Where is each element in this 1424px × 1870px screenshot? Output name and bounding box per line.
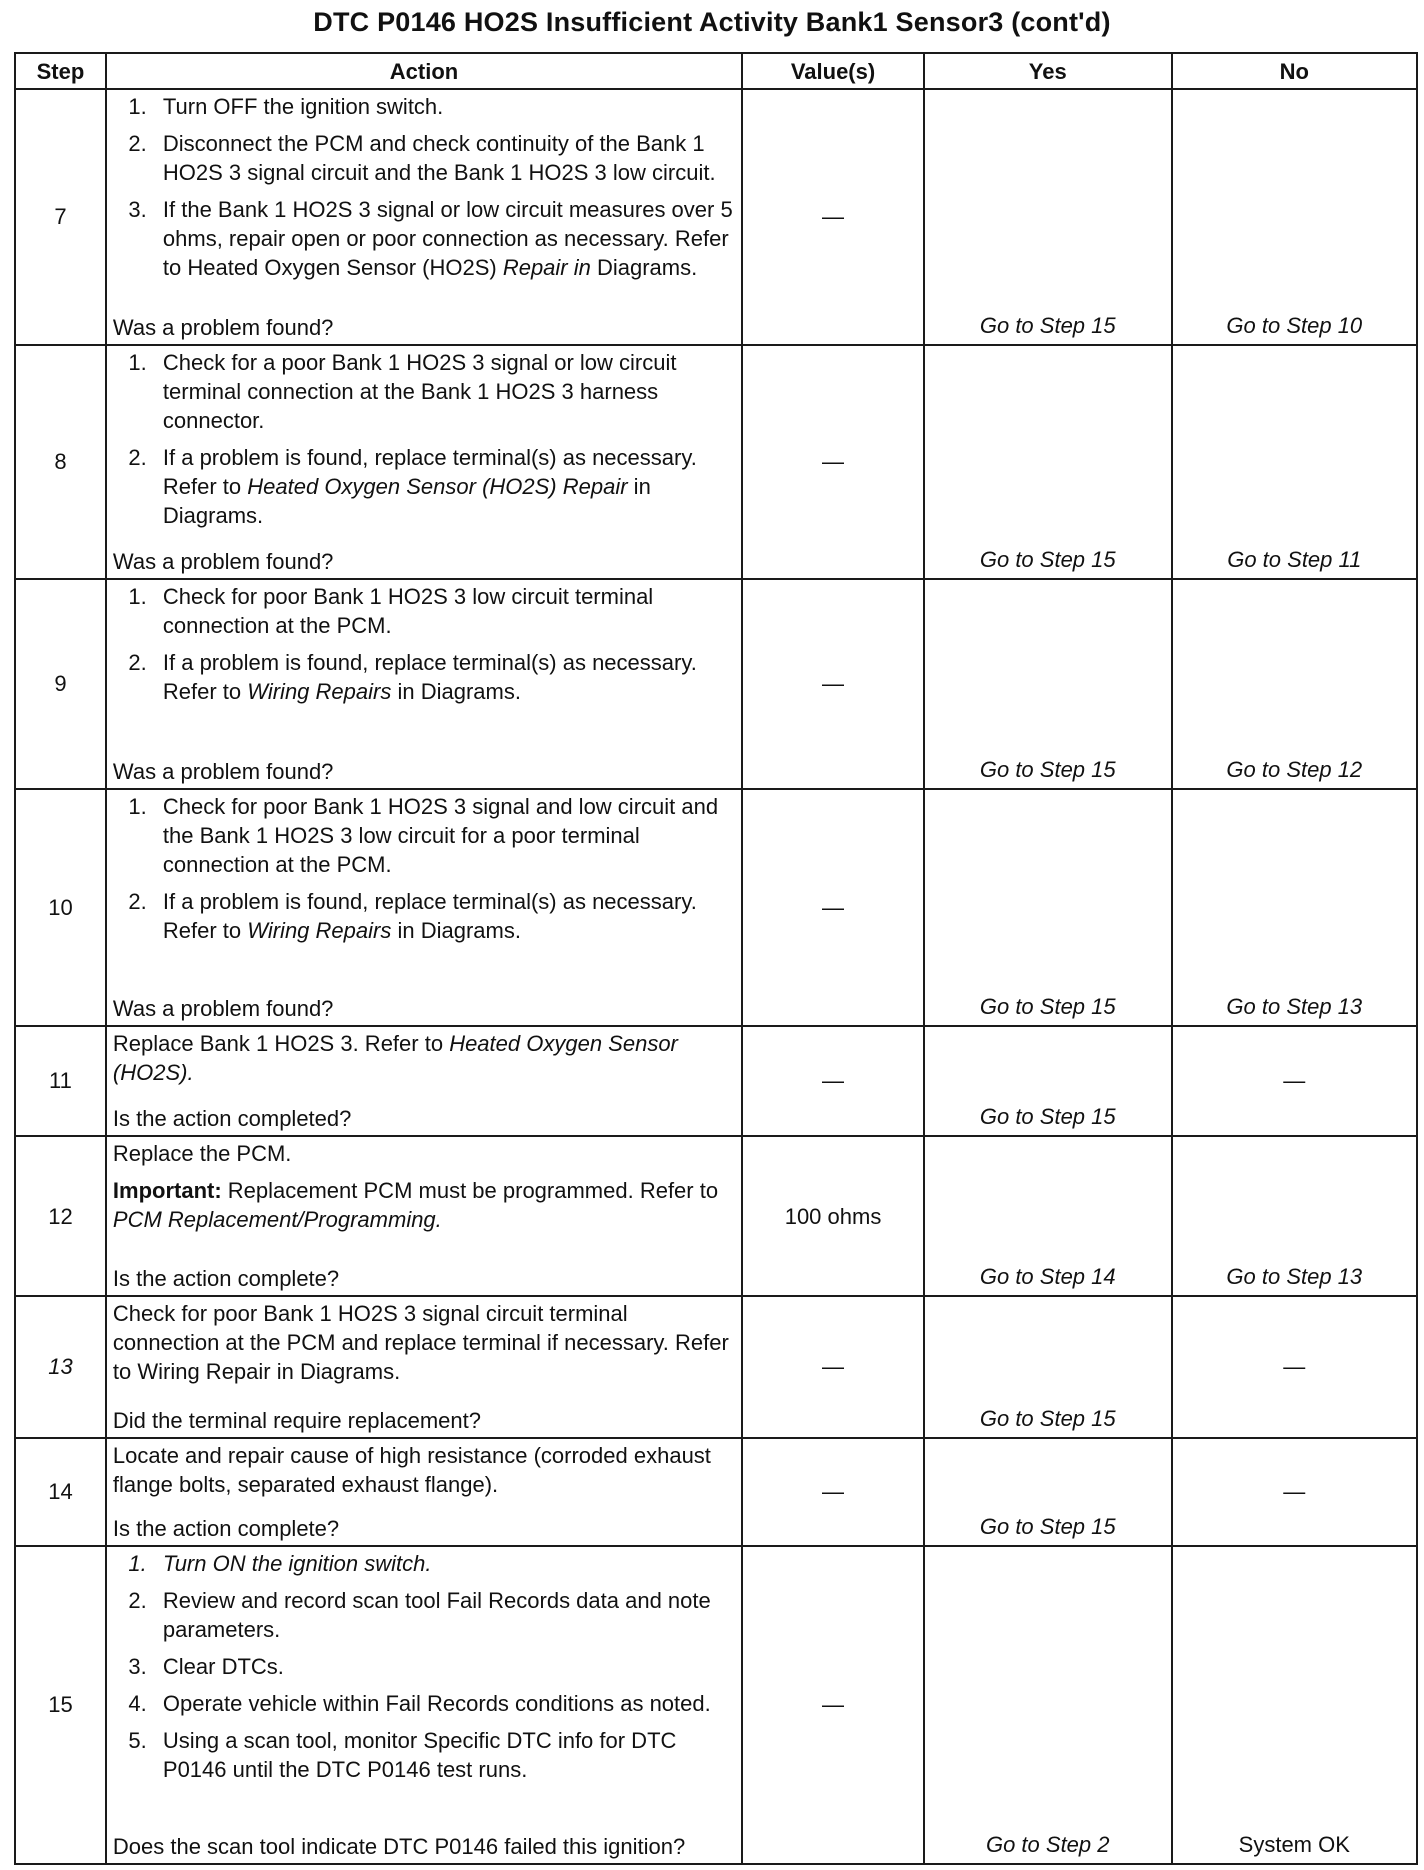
step-row-12 [15, 1136, 1417, 1296]
action-cell [106, 345, 742, 579]
action-text: Locate and repair cause of high resistance (corroded exhaust flange bolts, separated exhaust flange). [112, 1442, 711, 1497]
action-cell [106, 1438, 742, 1546]
yes-link[interactable]: Go to Step 15 [924, 89, 1172, 345]
step-row-15 [15, 1546, 1417, 1864]
value-cell: — [742, 1026, 924, 1136]
action-text: Replace the PCM. [112, 1141, 292, 1167]
step-row-8 [15, 345, 1417, 579]
value-cell: — [742, 789, 924, 1026]
action-step: 5. Using a scan tool, monitor Specific DTC info for DTC P0146 until the DTC P0146 test runs. [153, 1726, 735, 1784]
action-step: 3. Clear DTCs. [153, 1652, 735, 1681]
value-cell: 100 ohms [742, 1136, 924, 1296]
action-step: 2. Disconnect the PCM and check continuity of the Bank 1 HO2S 3 signal circuit and the Bank 1 HO2S 3 low circuit. [153, 129, 735, 187]
step-row-7 [15, 89, 1417, 345]
col-header-no: No [1172, 53, 1417, 89]
step-number: 8 [15, 345, 106, 579]
action-step: 2. If a problem is found, replace terminal(s) as necessary. Refer to Wiring Repairs in Diagrams. [153, 648, 735, 706]
step-number: 9 [15, 579, 106, 789]
action-text: Replace Bank 1 HO2S 3. Refer to Heated Oxygen Sensor (HO2S). [112, 1030, 678, 1085]
action-steps [113, 348, 735, 538]
action-question: Does the scan tool indicate DTC P0146 failed this ignition? [112, 1834, 686, 1859]
step-number: 15 [15, 1546, 106, 1864]
action-steps [113, 1549, 735, 1792]
no-link: — [1172, 1026, 1417, 1136]
action-question: Is the action complete? [112, 1266, 340, 1292]
action-step: 2. Review and record scan tool Fail Records data and note parameters. [153, 1586, 735, 1644]
action-question: Was a problem found? [112, 758, 334, 784]
action-question: Is the action completed? [112, 1106, 352, 1132]
yes-link[interactable]: Go to Step 15 [924, 789, 1172, 1026]
page-title: DTC P0146 HO2S Insufficient Activity Bank1 Sensor3 (cont'd) [313, 7, 1111, 37]
step-number: 12 [15, 1136, 106, 1296]
step-number: 7 [15, 89, 106, 345]
no-result: System OK [1172, 1546, 1417, 1864]
yes-link[interactable]: Go to Step 15 [924, 1026, 1172, 1136]
step-number: 13 [15, 1296, 106, 1437]
value-cell: — [742, 89, 924, 345]
col-header-step: Step [15, 53, 106, 89]
action-question: Is the action complete? [112, 1515, 340, 1541]
important-note: Important: Replacement PCM must be programmed. Refer to PCM Replacement/Programming. [112, 1178, 719, 1233]
action-question: Was a problem found? [112, 548, 334, 574]
action-cell [106, 89, 742, 345]
yes-link[interactable]: Go to Step 15 [924, 345, 1172, 579]
action-text: Check for poor Bank 1 HO2S 3 signal circuit terminal connection at the PCM and replace terminal if necessary. Refer to Wiring Repair in Diagrams. [112, 1301, 729, 1385]
action-step: 3. If the Bank 1 HO2S 3 signal or low circuit measures over 5 ohms, repair open or poor connection as necessary. Refer to Heated Oxygen Sensor (HO2S) Repair in Diagrams. [153, 195, 735, 282]
no-link[interactable]: Go to Step 13 [1172, 789, 1417, 1026]
action-question: Did the terminal require replacement? [112, 1407, 481, 1433]
value-cell: — [742, 1438, 924, 1546]
yes-link[interactable]: Go to Step 15 [924, 1438, 1172, 1546]
step-number: 10 [15, 789, 106, 1026]
no-link: — [1172, 1296, 1417, 1437]
step-row-14 [15, 1438, 1417, 1546]
step-number: 14 [15, 1438, 106, 1546]
action-cell [106, 789, 742, 1026]
action-cell [106, 579, 742, 789]
yes-link[interactable]: Go to Step 14 [924, 1136, 1172, 1296]
value-cell: — [742, 1296, 924, 1437]
yes-link[interactable]: Go to Step 2 [924, 1546, 1172, 1864]
action-step: 4. Operate vehicle within Fail Records conditions as noted. [153, 1689, 735, 1718]
action-step: 2. If a problem is found, replace terminal(s) as necessary. Refer to Heated Oxygen Sensor (HO2S) Repair in Diagrams. [153, 443, 735, 530]
step-row-11 [15, 1026, 1417, 1136]
action-step: 1. Turn OFF the ignition switch. [153, 92, 735, 121]
col-header-action: Action [106, 53, 742, 89]
diagnostic-table [14, 52, 1418, 1865]
yes-link[interactable]: Go to Step 15 [924, 579, 1172, 789]
step-row-13 [15, 1296, 1417, 1437]
no-link[interactable]: Go to Step 10 [1172, 89, 1417, 345]
action-step: 1. Check for poor Bank 1 HO2S 3 low circuit terminal connection at the PCM. [153, 582, 735, 640]
col-header-yes: Yes [924, 53, 1172, 89]
action-question: Was a problem found? [112, 314, 334, 340]
col-header-values: Value(s) [742, 53, 924, 89]
action-step: 1. Turn ON the ignition switch. [153, 1549, 735, 1578]
action-step: 2. If a problem is found, replace terminal(s) as necessary. Refer to Wiring Repairs in Diagrams. [153, 887, 735, 945]
value-cell: — [742, 345, 924, 579]
no-link[interactable]: Go to Step 13 [1172, 1136, 1417, 1296]
action-cell [106, 1546, 742, 1864]
action-step: 1. Check for a poor Bank 1 HO2S 3 signal or low circuit terminal connection at the Bank 1 HO2S 3 harness connector. [153, 348, 735, 435]
step-row-10 [15, 789, 1417, 1026]
action-cell [106, 1136, 742, 1296]
action-question: Was a problem found? [112, 995, 334, 1021]
value-cell: — [742, 1546, 924, 1864]
header-row [15, 53, 1417, 89]
step-number: 11 [15, 1026, 106, 1136]
yes-link[interactable]: Go to Step 15 [924, 1296, 1172, 1437]
no-link: — [1172, 1438, 1417, 1546]
action-cell [106, 1026, 742, 1136]
value-cell: — [742, 579, 924, 789]
action-steps [113, 792, 735, 953]
no-link[interactable]: Go to Step 11 [1172, 345, 1417, 579]
action-step: 1. Check for poor Bank 1 HO2S 3 signal and low circuit and the Bank 1 HO2S 3 low circuit for a poor terminal connection at the PCM. [153, 792, 735, 879]
no-link[interactable]: Go to Step 12 [1172, 579, 1417, 789]
step-row-9 [15, 579, 1417, 789]
action-steps [113, 582, 735, 714]
action-cell [106, 1296, 742, 1437]
action-steps [113, 92, 735, 290]
